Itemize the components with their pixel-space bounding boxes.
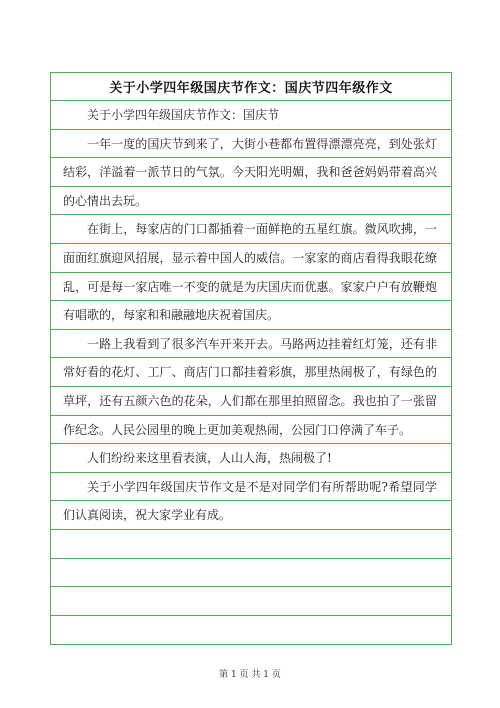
essay-body <box>51 101 451 644</box>
essay-paragraph: 在街上，每家店的门口都插着一面鲜艳的五星红旗。微风吹拂，一面面红旗迎风招展，显示着中国人的威信。一家家的商店看得我眼花缭乱，可是每一家店唯一不变的就是为庆国庆而优惠。家家户户有放鞭炮有唱歌的，每家和和融融地庆祝着国庆。 <box>63 222 437 323</box>
essay-sheet <box>50 72 452 645</box>
ruled-line <box>51 587 451 616</box>
essay-paragraph: 一年一度的国庆节到来了，大街小巷都布置得漂漂亮亮，到处张灯结彩，洋溢着一派节日的气氛。今天阳光明媚，我和爸爸妈妈带着高兴的心情出去玩。 <box>63 136 437 208</box>
essay-paragraph: 关于小学四年级国庆节作文：国庆节 <box>87 108 280 122</box>
essay-paragraph: 关于小学四年级国庆节作文是不是对同学们有所帮助呢?希望同学们认真阅读，祝大家学业有成。 <box>63 479 437 523</box>
ruled-line <box>51 616 451 645</box>
document-title: 关于小学四年级国庆节作文：国庆节四年级作文 <box>51 73 451 101</box>
essay-text <box>51 101 451 530</box>
ruled-line <box>51 530 451 559</box>
ruled-line <box>51 559 451 588</box>
essay-paragraph: 人们纷纷来这里看表演，人山人海，热闹极了! <box>87 451 332 466</box>
essay-paragraph: 一路上我看到了很多汽车开来开去。马路两边挂着红灯笼，还有非常好看的花灯、工厂、商店门口都挂着彩旗，那里热闹极了，有绿色的草坪，还有五颜六色的花朵，人们都在那里拍照留念。我也拍了一张留作纪念。人民公园里的晚上更加美观热闹，公园门口停满了车子。 <box>63 336 437 437</box>
page-number: 第 1 页 共 1 页 <box>219 670 281 680</box>
